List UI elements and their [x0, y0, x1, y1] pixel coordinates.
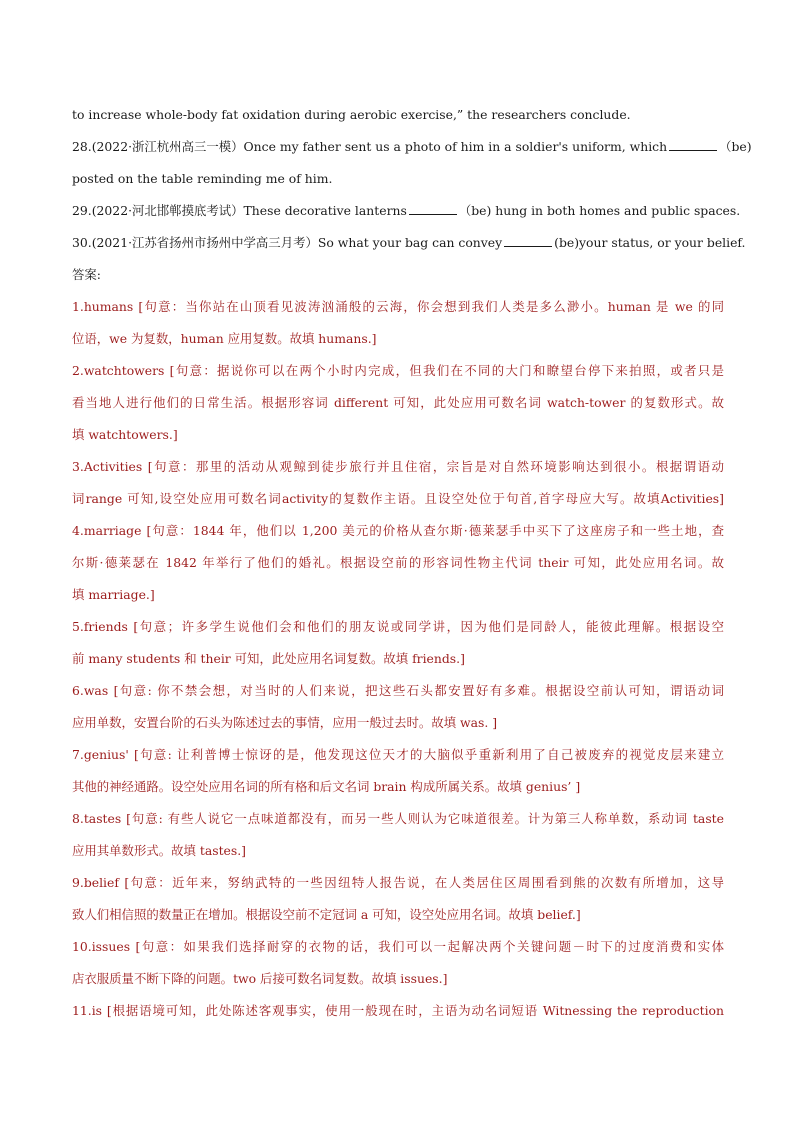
answer-line: 致人们相信照的数量正在增加。根据设空前不定冠词 a 可知，设空处应用名词。故填 belief.] [72, 907, 581, 922]
question-hint: （be) [719, 139, 752, 154]
answer-line: 应用其单数形式。故填 tastes.] [72, 843, 247, 858]
answer-blank [504, 236, 552, 247]
question-29 [72, 195, 741, 227]
answers-heading: 答案: [72, 267, 101, 282]
question-hint: (be)your status, or your belief. [554, 235, 746, 250]
answer-line: 尔斯·德莱瑟在 1842 年举行了他们的婚礼。根据设空前的形容词性物主代词 their 可知，此处应用名词。故 [72, 555, 724, 570]
answer-blank [669, 140, 717, 151]
answer-line: 其他的神经通路。设空处应用名词的所有格和后文名词 brain 构成所属关系。故填 genius’ ] [72, 779, 581, 794]
question-text: posted on the table reminding me of him. [72, 171, 333, 186]
answer-line: 8.tastes [句意: 有些人说它一点味道都没有，而另一些人则认为它味道很差。计为第三人称单数，系动词 taste [72, 811, 724, 826]
answer-line: 5.friends [句意；许多学生说他们会和他们的朋友说或同学讲，因为他们是同龄人，能彼此理解。根据设空 [72, 619, 724, 634]
question-28 [72, 131, 752, 163]
answer-line: 7.genius' [句意: 让利普博士惊讶的是，他发现这位天才的大脑似乎重新利用了自己被废弃的视觉皮层来建立 [72, 747, 724, 762]
document-page [72, 99, 752, 1027]
answer-line: 填 watchtowers.] [72, 427, 178, 442]
answer-line: 9.belief [句意：近年来，努纳武特的一些因纽特人报告说，在人类居住区周围看到熊的次数有所增加，这导 [72, 875, 724, 890]
answer-line: 2.watchtowers [句意：据说你可以在两个小时内完成，但我们在不同的大门和瞭望台停下来拍照，或者只是 [72, 363, 724, 378]
answer-line: 词range 可知,设空处应用可数名词activity的复数作主语。且设空处位于句首,首字母应大写。故填Activities] [72, 491, 724, 506]
answer-line: 11.is [根据语境可知，此处陈述客观事实，使用一般现在时，主语为动名词短语 Witnessing the reproduction [72, 1003, 724, 1018]
answer-line: 位语，we 为复数，human 应用复数。故填 humans.] [72, 331, 377, 346]
answer-line: 3.Activities [句意：那里的活动从观鲸到徒步旅行并且住宿，宗旨是对自然环境影响达到很小。根据谓语动 [72, 459, 724, 474]
answer-line: 4.marriage [句意：1844 年，他们以 1,200 美元的价格从查尔斯·德莱瑟手中买下了这座房子和一些土地，查 [72, 523, 724, 538]
answer-line: 填 marriage.] [72, 587, 155, 602]
question-line [72, 163, 724, 195]
question-text: 29.(2022·河北邯郸摸底考试）These decorative lanterns [72, 203, 407, 218]
answer-line: 应用单数，安置台阶的石头为陈述过去的事情，应用一般过去时。故填 was. ] [72, 715, 498, 730]
question-text: 28.(2022·浙江杭州高三一模）Once my father sent us a photo of him in a soldier's uniform, which [72, 139, 668, 154]
answer-line: 店衣服质量不断下降的问题。two 后接可数名词复数。故填 issues.] [72, 971, 448, 986]
answer-line: 看当地人进行他们的日常生活。根据形容词 different 可知，此处应用可数名词 watch-tower 的复数形式。故 [72, 395, 724, 410]
question-line [72, 99, 724, 131]
answer-line: 前 many students 和 their 可知，此处应用名词复数。故填 friends.] [72, 651, 465, 666]
answer-line: 6.was [句意: 你不禁会想，对当时的人们来说，把这些石头都安置好有多难。根据设空前认可知，谓语动词 [72, 683, 724, 698]
answer-line: 1.humans [句意：当你站在山顶看见波涛汹涌般的云海，你会想到我们人类是多么渺小。human 是 we 的同 [72, 299, 724, 314]
answer-blank [409, 204, 457, 215]
question-30 [72, 227, 746, 259]
answer-line: 10.issues [句意：如果我们选择耐穿的衣物的话，我们可以一起解决两个关键问题－时下的过度消费和实体 [72, 939, 724, 954]
question-hint: （be) hung in both homes and public spaces. [458, 203, 741, 218]
question-text: 30.(2021·江苏省扬州市扬州中学高三月考）So what your bag can convey [72, 235, 503, 250]
question-text: to increase whole-body fat oxidation during aerobic exercise,” the researchers conclude. [72, 107, 631, 122]
